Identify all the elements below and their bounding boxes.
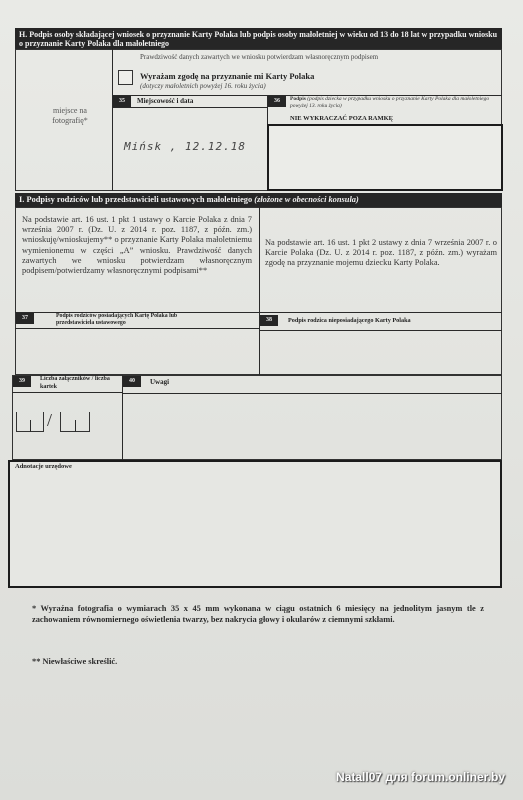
section-i-header <box>15 193 502 207</box>
field-40-number: 40 <box>123 376 141 387</box>
footnote-strike: ** Niewłaściwe skreślić. <box>32 657 118 666</box>
field-39-label: Liczba załączników / liczba kartek <box>40 376 110 390</box>
field-38-number: 38 <box>260 315 278 326</box>
field-37-label: Podpis rodziców posiadających Kartę Polaka lub przedstawiciela ustawowego <box>56 313 178 326</box>
section-i-left-text: Na podstawie art. 16 ust. 1 pkt 1 ustawy o Karcie Polaka z dnia 7 września 2007 r. (Dz. U. z 2014 r. poz. 1187, z późn. zm.) wnioskuję/wnioskujemy** o przyznanie Karty Polaka małoletniemu wymienionemu w części „A” wniosku. Prawdziwość danych zawartych we wniosku potwierdzam własnoręcznym podpisem/potwierdzamy własnoręcznymi podpisami** <box>22 215 252 276</box>
field-35-place-date: Mińsk , 12.12.18 <box>124 140 246 153</box>
consent-sub: (dotyczy małoletnich powyżej 16. roku życia) <box>140 82 266 90</box>
field-37-number: 37 <box>16 313 34 324</box>
footnote-photo: * Wyraźna fotografia o wymiarach 35 x 45 mm wykonana w ciągu ostatnich 6 miesięcy na jednolitym jasnym tle z zachowaniem równomiernego oświetlenia twarzy, bez nakrycia głowy i okularów z ciemnymi szkłami. <box>32 604 484 624</box>
field-36-number: 36 <box>268 96 286 107</box>
field-36-warning: NIE WYKRACZAĆ POZA RAMKĘ <box>290 115 393 122</box>
section-h-header <box>15 28 502 49</box>
consent-label: Wyrażam zgodę na przyznanie mi Karty Polaka <box>140 71 315 81</box>
photo-placeholder-label: miejsce na fotografię* <box>52 106 88 125</box>
official-annotations-label: Adnotacje urzędowe <box>15 463 72 470</box>
field-38-label: Podpis rodzica nieposiadającego Karty Polaka <box>288 317 411 324</box>
field-35-label: Miejscowość i data <box>137 97 194 105</box>
field-39-number: 39 <box>13 376 31 387</box>
section-i-right-text: Na podstawie art. 16 ust. 1 pkt 2 ustawy z dnia 7 września 2007 r. o Karcie Polaka (Dz. U. z 2014 r. poz. 1187, z późn. zm.) wyrażam zgodę na przyznanie mojemu dziecku Karty Polaka. <box>265 238 497 268</box>
consent-checkbox[interactable] <box>118 70 133 85</box>
forum-watermark: Natall07 для forum.onliner.by <box>336 770 505 784</box>
field-35-number: 35 <box>113 96 131 107</box>
field-40-label: Uwagi <box>150 378 170 386</box>
field-36-signature-box[interactable] <box>267 124 503 191</box>
field-40-remarks-area[interactable] <box>124 395 500 458</box>
attachment-slash: / <box>47 410 53 430</box>
field-37-signature-area[interactable] <box>16 329 258 374</box>
section-h-title: H. Podpis osoby składającej wniosek o przyznanie Karty Polaka lub podpis osoby małoletniej w wieku od 13 do 18 lat w przypadku wniosku o przyznanie Karty Polaka dla małoletniego <box>19 30 498 48</box>
field-36-label: Podpis (podpis dziecka w przypadku wniosku o przyznanie Karty Polaka dla małoletniego powyżej 13. roku życia) <box>290 96 490 109</box>
section-i-title-italic: (złożone w obecności konsula) <box>254 195 359 204</box>
truth-statement: Prawdziwość danych zawartych we wniosku potwierdzam własnoręcznym podpisem <box>140 53 379 61</box>
section-i-title: I. Podpisy rodziców lub przedstawicieli ustawowych małoletniego <box>19 195 253 204</box>
official-annotations-box <box>8 460 502 588</box>
field-38-signature-area[interactable] <box>260 331 501 374</box>
field-36-label-detail: (podpis dziecka w przypadku wniosku o przyznanie Karty Polaka dla małoletniego powyżej 13. roku życia) <box>290 96 490 109</box>
